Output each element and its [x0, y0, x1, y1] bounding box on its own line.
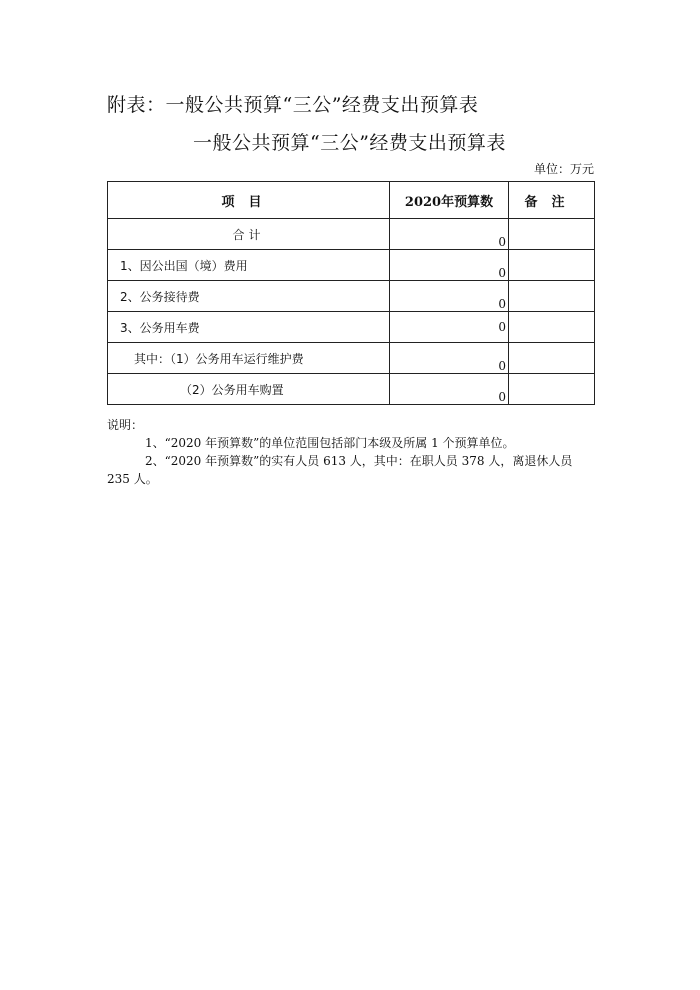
unit-label: 单位：万元	[533, 162, 594, 176]
row-value: 0	[390, 312, 509, 343]
page-title: 一般公共预算“三公”经费支出预算表	[193, 132, 506, 154]
row-value: 0	[390, 343, 509, 374]
header-budget: 2020年预算数	[390, 182, 509, 219]
notes-heading: 说明：	[107, 418, 144, 432]
row-note	[509, 343, 595, 374]
table-row	[108, 312, 595, 343]
row-label: （2）公务用车购置	[108, 374, 390, 405]
row-note	[509, 312, 595, 343]
table-header-row	[108, 182, 595, 219]
table-row	[108, 343, 595, 374]
row-value: 0	[390, 219, 509, 250]
row-value: 0	[390, 374, 509, 405]
row-label: 合计	[108, 219, 390, 250]
row-value: 0	[390, 250, 509, 281]
budget-table	[107, 181, 595, 405]
notes-section	[107, 416, 594, 488]
note-item: 1、“2020 年预算数”的单位范围包括部门本级及所属 1 个预算单位。	[145, 436, 515, 450]
row-label: 3、公务用车费	[108, 312, 390, 343]
row-note	[509, 374, 595, 405]
row-note	[509, 281, 595, 312]
row-note	[509, 219, 595, 250]
table-row	[108, 374, 595, 405]
table-row-total	[108, 219, 595, 250]
row-note	[509, 250, 595, 281]
row-label: 其中：（1）公务用车运行维护费	[108, 343, 390, 374]
header-item: 项目	[108, 182, 390, 219]
header-note: 备注	[509, 182, 595, 219]
row-label: 2、公务接待费	[108, 281, 390, 312]
row-value: 0	[390, 281, 509, 312]
table-row	[108, 250, 595, 281]
table-row	[108, 281, 595, 312]
row-label: 1、因公出国（境）费用	[108, 250, 390, 281]
note-item: 2、“2020 年预算数”的实有人员 613 人，其中：在职人员 378 人，离退休人员 235 人。	[107, 454, 573, 486]
appendix-title: 附表：一般公共预算“三公”经费支出预算表	[107, 94, 479, 116]
